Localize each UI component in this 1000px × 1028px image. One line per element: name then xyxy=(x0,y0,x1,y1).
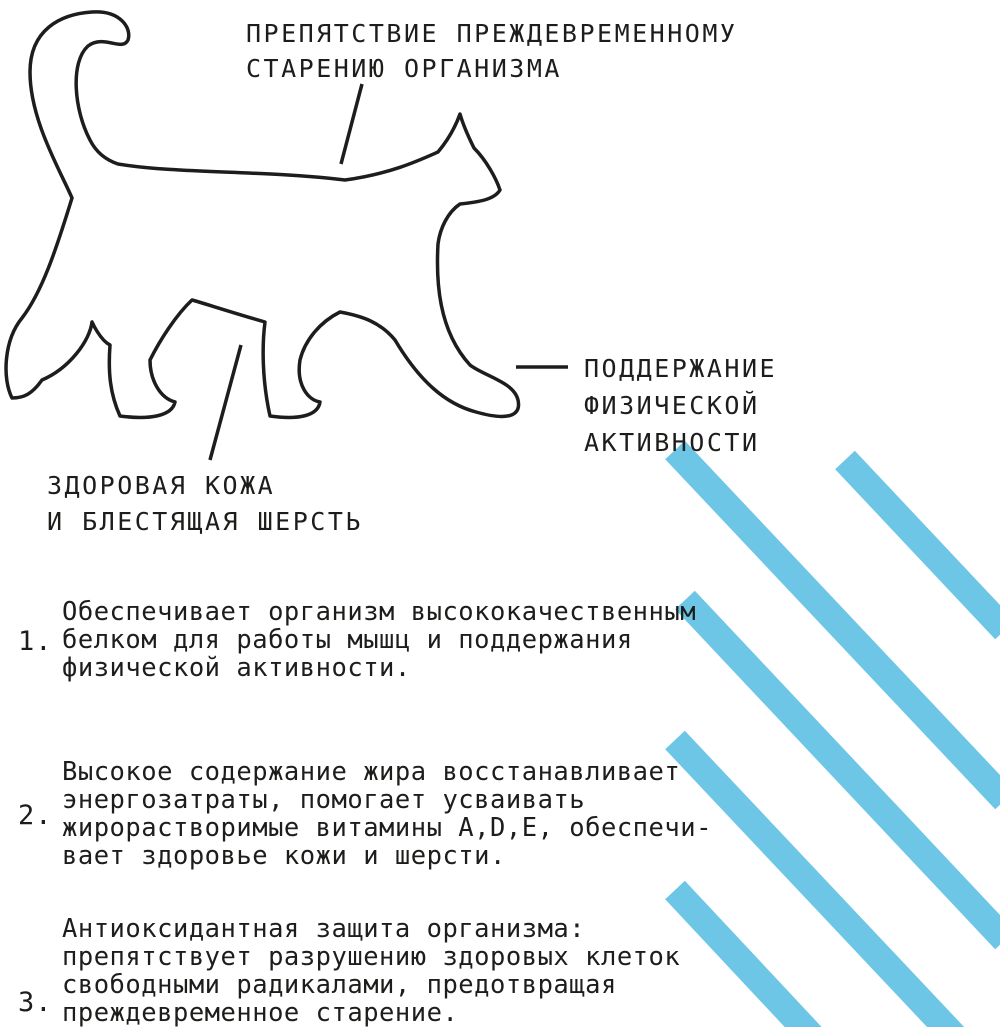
stripe xyxy=(845,460,1000,630)
benefit-line: Высокое содержание жира восстанавливает xyxy=(62,757,681,787)
stripe xyxy=(675,890,820,1027)
callout-aging-line: ПРЕПЯТСТВИЕ ПРЕЖДЕВРЕМЕННОМУ xyxy=(246,19,738,48)
benefit-text xyxy=(62,915,680,1027)
callout-skin-coat-line: И БЛЕСТЯЩАЯ ШЕРСТЬ xyxy=(47,507,363,536)
benefit-line: Антиоксидантная защита организма: xyxy=(62,914,586,944)
callout-aging-line: СТАРЕНИЮ ОРГАНИЗМА xyxy=(246,54,562,83)
pointer-line-bottom xyxy=(210,345,241,460)
callout-skin-coat-line: ЗДОРОВАЯ КОЖА xyxy=(47,471,276,500)
benefit-line: жирорастворимые витамины A,D,E, обеспечи- xyxy=(62,813,712,843)
benefit-line: преждевременное старение. xyxy=(62,998,459,1028)
benefit-line: свободными радикалами, предотвращая xyxy=(62,970,617,1000)
callout-activity-line: ПОДДЕРЖАНИЕ xyxy=(584,354,778,383)
benefit-line: физической активности. xyxy=(62,653,411,683)
stripe xyxy=(685,600,1000,940)
callout-activity xyxy=(584,350,777,461)
pointer-line-top xyxy=(341,84,362,164)
benefit-text xyxy=(62,758,712,870)
benefit-number: 3. xyxy=(18,987,53,1018)
callout-activity-line: ФИЗИЧЕСКОЙ xyxy=(584,391,760,420)
benefit-line: Обеспечивает организм высококачественным xyxy=(62,597,697,627)
benefit-number: 2. xyxy=(18,800,53,831)
stripe-group xyxy=(675,450,1000,1027)
callout-activity-line: АКТИВНОСТИ xyxy=(584,428,760,457)
benefit-line: вает здоровье кожи и шерсти. xyxy=(62,841,506,871)
callout-aging xyxy=(246,16,737,86)
benefit-line: белком для работы мышц и поддержания xyxy=(62,625,633,655)
benefit-line: препятствует разрушению здоровых клеток xyxy=(62,942,681,972)
benefit-line: энергозатраты, помогает усваивать xyxy=(62,785,586,815)
benefit-text xyxy=(62,598,696,682)
benefit-number: 1. xyxy=(18,626,53,657)
callout-skin-coat xyxy=(47,468,363,540)
